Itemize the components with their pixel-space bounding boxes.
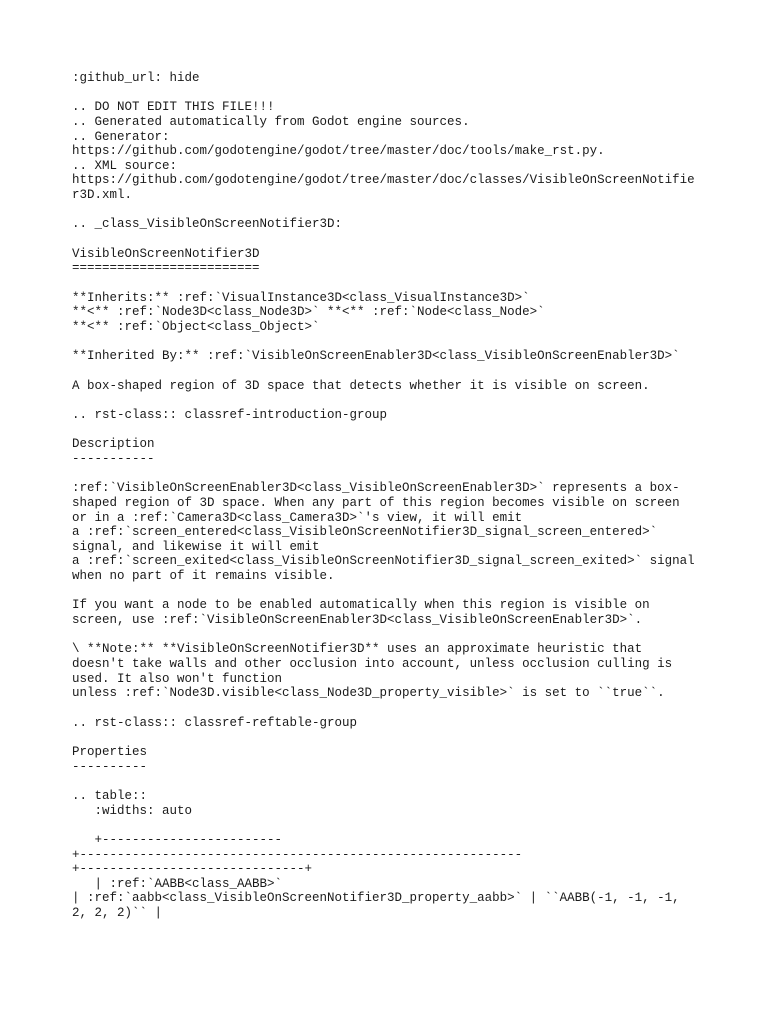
text-line: .. Generator: bbox=[72, 129, 170, 144]
block-description-para-2 bbox=[72, 598, 712, 627]
block-inherited-by bbox=[72, 349, 712, 364]
text-line: when no part of it remains visible. bbox=[72, 569, 335, 584]
text-line: A box-shaped region of 3D space that detects whether it is visible on screen. bbox=[72, 378, 650, 393]
block-class-anchor bbox=[72, 217, 712, 232]
block-brief-description bbox=[72, 379, 712, 394]
text-line: :github_url: hide bbox=[72, 71, 200, 85]
block-rst-class-reftable bbox=[72, 716, 712, 731]
text-line: or in a :ref:`Camera3D<class_Camera3D>`'s view, it will emit bbox=[72, 510, 523, 525]
text-line: a :ref:`screen_exited<class_VisibleOnScreenNotifier3D_signal_screen_exited>` signal bbox=[72, 554, 695, 569]
text-line: \ **Note:** **VisibleOnScreenNotifier3D** uses an approximate heuristic that bbox=[72, 642, 643, 657]
heading-underline: ---------- bbox=[72, 759, 148, 774]
table-border: +----------------------------------------------------------- bbox=[72, 847, 523, 862]
text-line: .. table:: bbox=[72, 788, 148, 803]
block-generated-notice bbox=[72, 100, 712, 202]
section-heading: Properties bbox=[72, 744, 148, 759]
section-heading: Description bbox=[72, 437, 155, 452]
text-line: r3D.xml. bbox=[72, 187, 133, 202]
heading-underline: ----------- bbox=[72, 452, 155, 467]
block-table-directive bbox=[72, 789, 712, 818]
block-title bbox=[72, 247, 712, 276]
block-rst-class-intro bbox=[72, 408, 712, 423]
block-description-para-1 bbox=[72, 481, 712, 583]
text-line: https://github.com/godotengine/godot/tree/master/doc/tools/make_rst.py. bbox=[72, 144, 605, 159]
text-line: **<** :ref:`Object<class_Object>` bbox=[72, 319, 320, 334]
text-line: :widths: auto bbox=[72, 803, 193, 818]
block-description-heading bbox=[72, 437, 712, 466]
table-row: 2, 2, 2)`` | bbox=[72, 905, 163, 920]
text-line: signal, and likewise it will emit bbox=[72, 539, 320, 554]
text-line: **<** :ref:`Node3D<class_Node3D>` **<** :ref:`Node<class_Node>` bbox=[72, 305, 545, 320]
text-line: **Inherited By:** :ref:`VisibleOnScreenEnabler3D<class_VisibleOnScreenEnabler3D>` bbox=[72, 349, 680, 364]
text-line: .. _class_VisibleOnScreenNotifier3D: bbox=[72, 217, 343, 232]
text-line: .. DO NOT EDIT THIS FILE!!! bbox=[72, 100, 275, 115]
text-line: a :ref:`screen_entered<class_VisibleOnScreenNotifier3D_signal_screen_entered>` bbox=[72, 525, 658, 540]
text-line: doesn't take walls and other occlusion into account, unless occlusion culling is bbox=[72, 656, 673, 671]
text-line: screen, use :ref:`VisibleOnScreenEnabler3D<class_VisibleOnScreenEnabler3D>`. bbox=[72, 613, 643, 627]
table-row: | :ref:`AABB<class_AABB>` bbox=[72, 876, 283, 891]
text-line: .. XML source: bbox=[72, 158, 178, 173]
rst-document bbox=[72, 71, 712, 920]
title-underline: ========================= bbox=[72, 261, 260, 276]
text-line: If you want a node to be enabled automatically when this region is visible on bbox=[72, 598, 650, 613]
text-line: used. It also won't function bbox=[72, 671, 283, 686]
text-line: shaped region of 3D space. When any part of this region becomes visible on screen bbox=[72, 496, 680, 511]
block-inherits bbox=[72, 291, 712, 335]
text-line: .. rst-class:: classref-reftable-group bbox=[72, 715, 358, 730]
text-line: .. Generated automatically from Godot engine sources. bbox=[72, 114, 470, 129]
text-line: https://github.com/godotengine/godot/tree/master/doc/classes/VisibleOnScreenNotifie bbox=[72, 173, 695, 188]
text-line: :ref:`VisibleOnScreenEnabler3D<class_VisibleOnScreenEnabler3D>` represents a box- bbox=[72, 481, 680, 496]
text-line: unless :ref:`Node3D.visible<class_Node3D_property_visible>` is set to ``true``. bbox=[72, 686, 665, 701]
page-title: VisibleOnScreenNotifier3D bbox=[72, 246, 260, 261]
block-properties-table bbox=[72, 833, 712, 921]
table-border: +------------------------------+ bbox=[72, 862, 313, 877]
block-properties-heading bbox=[72, 745, 712, 774]
block-note bbox=[72, 642, 712, 700]
table-row: | :ref:`aabb<class_VisibleOnScreenNotifier3D_property_aabb>` | ``AABB(-1, -1, -1, bbox=[72, 891, 680, 906]
text-line: **Inherits:** :ref:`VisualInstance3D<class_VisualInstance3D>` bbox=[72, 290, 530, 305]
text-line: .. rst-class:: classref-introduction-group bbox=[72, 408, 388, 423]
block-github-url bbox=[72, 71, 712, 86]
table-border: +------------------------ bbox=[72, 832, 283, 847]
